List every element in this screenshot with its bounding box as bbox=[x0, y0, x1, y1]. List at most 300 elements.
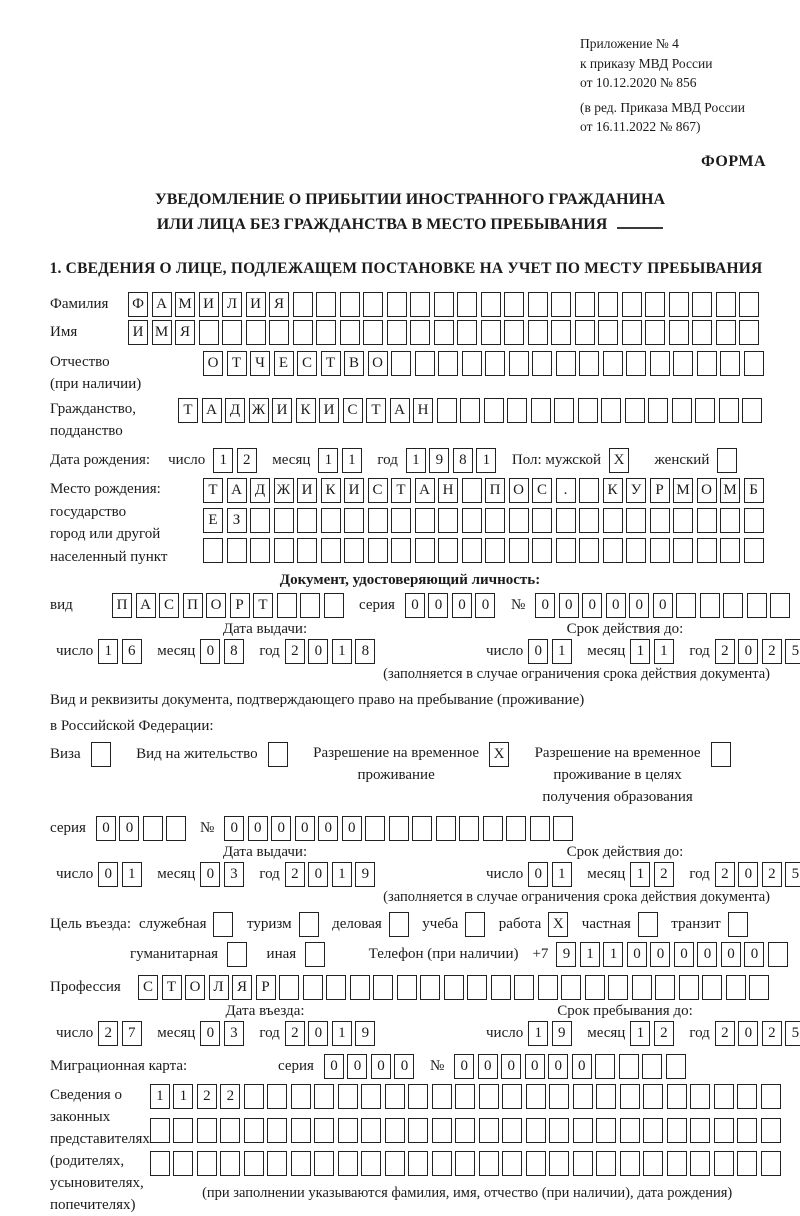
residence-expiry-day-box[interactable]: 0 bbox=[528, 862, 548, 887]
doc-kind-char-box[interactable]: О bbox=[206, 593, 226, 618]
phone-digit-box[interactable]: 0 bbox=[674, 942, 694, 967]
migration-card-number-box[interactable]: 0 bbox=[478, 1054, 498, 1079]
birth-place-char-box[interactable] bbox=[579, 508, 599, 533]
migration-card-number-box[interactable] bbox=[595, 1054, 615, 1079]
residence-number-box[interactable] bbox=[389, 816, 409, 841]
surname-char-box[interactable] bbox=[481, 292, 501, 317]
profession-char-box[interactable] bbox=[420, 975, 440, 1000]
residence-number-box[interactable]: 0 bbox=[342, 816, 362, 841]
given-name-char-box[interactable] bbox=[410, 320, 430, 345]
residence-permit-checkbox[interactable] bbox=[268, 742, 288, 767]
birth-place-char-box[interactable] bbox=[297, 538, 317, 563]
representatives-char-box[interactable] bbox=[361, 1084, 381, 1109]
representatives-char-box[interactable] bbox=[690, 1118, 710, 1143]
phone-digit-box[interactable]: 0 bbox=[721, 942, 741, 967]
representatives-char-box[interactable] bbox=[338, 1151, 358, 1176]
stay-year-box[interactable]: 2 bbox=[762, 1021, 782, 1046]
representatives-char-box[interactable] bbox=[737, 1084, 757, 1109]
surname-char-box[interactable] bbox=[528, 292, 548, 317]
birth-place-char-box[interactable] bbox=[532, 538, 552, 563]
birth-place-char-box[interactable]: З bbox=[227, 508, 247, 533]
identity-issue-year-box[interactable]: 1 bbox=[332, 639, 352, 664]
residence-number-box[interactable] bbox=[553, 816, 573, 841]
profession-char-box[interactable] bbox=[397, 975, 417, 1000]
representatives-char-box[interactable] bbox=[596, 1151, 616, 1176]
birth-place-char-box[interactable] bbox=[744, 508, 764, 533]
residence-number-box[interactable] bbox=[365, 816, 385, 841]
birth-place-char-box[interactable] bbox=[650, 508, 670, 533]
migration-card-number-box[interactable]: 0 bbox=[501, 1054, 521, 1079]
citizenship-char-box[interactable] bbox=[625, 398, 645, 423]
migration-card-number-box[interactable]: 0 bbox=[572, 1054, 592, 1079]
birth-place-char-box[interactable]: О bbox=[697, 478, 717, 503]
birth-place-char-box[interactable] bbox=[391, 508, 411, 533]
birth-place-char-box[interactable] bbox=[626, 538, 646, 563]
representatives-char-box[interactable] bbox=[220, 1151, 240, 1176]
representatives-char-box[interactable] bbox=[314, 1084, 334, 1109]
birth-place-char-box[interactable] bbox=[556, 538, 576, 563]
identity-issue-year-box[interactable]: 0 bbox=[308, 639, 328, 664]
patronymic-char-box[interactable] bbox=[532, 351, 552, 376]
work-checkbox[interactable]: X bbox=[548, 912, 568, 937]
representatives-char-box[interactable] bbox=[667, 1084, 687, 1109]
representatives-char-box[interactable] bbox=[361, 1151, 381, 1176]
patronymic-char-box[interactable]: О bbox=[368, 351, 388, 376]
birth-place-char-box[interactable] bbox=[344, 538, 364, 563]
profession-char-box[interactable] bbox=[373, 975, 393, 1000]
given-name-char-box[interactable] bbox=[293, 320, 313, 345]
profession-char-box[interactable] bbox=[279, 975, 299, 1000]
profession-char-box[interactable] bbox=[632, 975, 652, 1000]
surname-char-box[interactable]: Ф bbox=[128, 292, 148, 317]
representatives-char-box[interactable] bbox=[643, 1118, 663, 1143]
phone-digit-box[interactable]: 1 bbox=[580, 942, 600, 967]
doc-kind-char-box[interactable]: П bbox=[183, 593, 203, 618]
birth-place-char-box[interactable] bbox=[603, 538, 623, 563]
entry-year-box[interactable]: 2 bbox=[285, 1021, 305, 1046]
entry-day-box[interactable]: 7 bbox=[122, 1021, 142, 1046]
representatives-char-box[interactable] bbox=[549, 1151, 569, 1176]
birth-place-char-box[interactable] bbox=[509, 508, 529, 533]
birth-place-char-box[interactable] bbox=[485, 508, 505, 533]
temp-permit-checkbox[interactable]: X bbox=[489, 742, 509, 767]
patronymic-char-box[interactable]: Ч bbox=[250, 351, 270, 376]
representatives-char-box[interactable] bbox=[291, 1151, 311, 1176]
visa-checkbox[interactable] bbox=[91, 742, 111, 767]
birth-place-char-box[interactable] bbox=[744, 538, 764, 563]
residence-number-box[interactable]: 0 bbox=[224, 816, 244, 841]
profession-char-box[interactable] bbox=[655, 975, 675, 1000]
birth-month-box[interactable]: 1 bbox=[318, 448, 338, 473]
official-checkbox[interactable] bbox=[213, 912, 233, 937]
birth-place-char-box[interactable] bbox=[697, 508, 717, 533]
patronymic-char-box[interactable] bbox=[438, 351, 458, 376]
residence-issue-year-box[interactable]: 2 bbox=[285, 862, 305, 887]
citizenship-char-box[interactable] bbox=[437, 398, 457, 423]
stay-day-box[interactable]: 1 bbox=[528, 1021, 548, 1046]
patronymic-char-box[interactable] bbox=[673, 351, 693, 376]
patronymic-char-box[interactable] bbox=[391, 351, 411, 376]
entry-year-box[interactable]: 9 bbox=[355, 1021, 375, 1046]
migration-card-number-box[interactable]: 0 bbox=[454, 1054, 474, 1079]
birth-place-char-box[interactable] bbox=[274, 508, 294, 533]
representatives-char-box[interactable]: 2 bbox=[220, 1084, 240, 1109]
given-name-char-box[interactable] bbox=[222, 320, 242, 345]
surname-char-box[interactable]: Я bbox=[269, 292, 289, 317]
birth-year-box[interactable]: 8 bbox=[453, 448, 473, 473]
birth-place-char-box[interactable] bbox=[250, 508, 270, 533]
citizenship-char-box[interactable] bbox=[601, 398, 621, 423]
profession-char-box[interactable]: О bbox=[185, 975, 205, 1000]
patronymic-char-box[interactable] bbox=[485, 351, 505, 376]
birth-place-char-box[interactable]: И bbox=[297, 478, 317, 503]
patronymic-char-box[interactable] bbox=[556, 351, 576, 376]
transit-checkbox[interactable] bbox=[728, 912, 748, 937]
birth-place-char-box[interactable] bbox=[673, 538, 693, 563]
representatives-char-box[interactable] bbox=[244, 1151, 264, 1176]
residence-series-box[interactable] bbox=[143, 816, 163, 841]
stay-year-box[interactable]: 5 bbox=[785, 1021, 800, 1046]
representatives-char-box[interactable] bbox=[267, 1151, 287, 1176]
given-name-char-box[interactable] bbox=[739, 320, 759, 345]
residence-issue-day-box[interactable]: 1 bbox=[122, 862, 142, 887]
birth-place-char-box[interactable]: С bbox=[368, 478, 388, 503]
representatives-char-box[interactable] bbox=[620, 1118, 640, 1143]
birth-place-char-box[interactable]: С bbox=[532, 478, 552, 503]
representatives-char-box[interactable] bbox=[150, 1118, 170, 1143]
surname-char-box[interactable]: Л bbox=[222, 292, 242, 317]
citizenship-char-box[interactable] bbox=[507, 398, 527, 423]
doc-kind-char-box[interactable] bbox=[277, 593, 297, 618]
identity-expiry-day-box[interactable]: 0 bbox=[528, 639, 548, 664]
citizenship-char-box[interactable] bbox=[695, 398, 715, 423]
given-name-char-box[interactable] bbox=[363, 320, 383, 345]
birth-place-char-box[interactable] bbox=[673, 508, 693, 533]
citizenship-char-box[interactable] bbox=[719, 398, 739, 423]
identity-expiry-month-box[interactable]: 1 bbox=[630, 639, 650, 664]
entry-day-box[interactable]: 2 bbox=[98, 1021, 118, 1046]
representatives-char-box[interactable] bbox=[244, 1118, 264, 1143]
birth-place-char-box[interactable] bbox=[438, 538, 458, 563]
representatives-char-box[interactable] bbox=[761, 1084, 781, 1109]
representatives-char-box[interactable] bbox=[667, 1118, 687, 1143]
representatives-char-box[interactable] bbox=[385, 1151, 405, 1176]
representatives-char-box[interactable] bbox=[596, 1084, 616, 1109]
patronymic-char-box[interactable] bbox=[626, 351, 646, 376]
patronymic-char-box[interactable]: В bbox=[344, 351, 364, 376]
birth-place-char-box[interactable]: Е bbox=[203, 508, 223, 533]
entry-month-box[interactable]: 0 bbox=[200, 1021, 220, 1046]
birth-place-char-box[interactable] bbox=[227, 538, 247, 563]
birth-place-char-box[interactable] bbox=[321, 538, 341, 563]
stay-year-box[interactable]: 2 bbox=[715, 1021, 735, 1046]
citizenship-char-box[interactable]: Д bbox=[225, 398, 245, 423]
birth-place-char-box[interactable] bbox=[626, 508, 646, 533]
birth-place-char-box[interactable]: У bbox=[626, 478, 646, 503]
given-name-char-box[interactable] bbox=[481, 320, 501, 345]
birth-place-char-box[interactable]: И bbox=[344, 478, 364, 503]
representatives-char-box[interactable] bbox=[197, 1118, 217, 1143]
surname-char-box[interactable] bbox=[669, 292, 689, 317]
citizenship-char-box[interactable]: Т bbox=[178, 398, 198, 423]
birth-place-char-box[interactable]: О bbox=[509, 478, 529, 503]
patronymic-char-box[interactable]: Т bbox=[227, 351, 247, 376]
patronymic-char-box[interactable] bbox=[720, 351, 740, 376]
birth-place-char-box[interactable] bbox=[438, 508, 458, 533]
representatives-char-box[interactable] bbox=[573, 1118, 593, 1143]
patronymic-char-box[interactable] bbox=[650, 351, 670, 376]
birth-place-char-box[interactable] bbox=[462, 478, 482, 503]
phone-digit-box[interactable]: 0 bbox=[744, 942, 764, 967]
birth-place-char-box[interactable]: А bbox=[415, 478, 435, 503]
doc-number-box[interactable] bbox=[723, 593, 743, 618]
residence-number-box[interactable]: 0 bbox=[318, 816, 338, 841]
representatives-char-box[interactable] bbox=[667, 1151, 687, 1176]
residence-issue-year-box[interactable]: 0 bbox=[308, 862, 328, 887]
birth-place-char-box[interactable] bbox=[556, 508, 576, 533]
citizenship-char-box[interactable]: Н bbox=[413, 398, 433, 423]
phone-digit-box[interactable]: 1 bbox=[603, 942, 623, 967]
given-name-char-box[interactable] bbox=[457, 320, 477, 345]
citizenship-char-box[interactable]: А bbox=[202, 398, 222, 423]
identity-expiry-month-box[interactable]: 1 bbox=[654, 639, 674, 664]
doc-number-box[interactable] bbox=[747, 593, 767, 618]
birth-place-char-box[interactable]: П bbox=[485, 478, 505, 503]
edu-permit-checkbox[interactable] bbox=[711, 742, 731, 767]
profession-char-box[interactable] bbox=[303, 975, 323, 1000]
profession-char-box[interactable]: С bbox=[138, 975, 158, 1000]
birth-place-char-box[interactable]: К bbox=[321, 478, 341, 503]
profession-char-box[interactable] bbox=[726, 975, 746, 1000]
profession-char-box[interactable] bbox=[702, 975, 722, 1000]
surname-char-box[interactable] bbox=[387, 292, 407, 317]
representatives-char-box[interactable] bbox=[761, 1118, 781, 1143]
birth-place-char-box[interactable]: Р bbox=[650, 478, 670, 503]
patronymic-char-box[interactable] bbox=[603, 351, 623, 376]
representatives-char-box[interactable] bbox=[761, 1151, 781, 1176]
doc-kind-char-box[interactable]: А bbox=[136, 593, 156, 618]
migration-card-series-box[interactable]: 0 bbox=[347, 1054, 367, 1079]
tourism-checkbox[interactable] bbox=[299, 912, 319, 937]
residence-number-box[interactable]: 0 bbox=[295, 816, 315, 841]
representatives-char-box[interactable] bbox=[596, 1118, 616, 1143]
surname-char-box[interactable]: И bbox=[199, 292, 219, 317]
profession-char-box[interactable]: Т bbox=[162, 975, 182, 1000]
surname-char-box[interactable] bbox=[692, 292, 712, 317]
profession-char-box[interactable] bbox=[350, 975, 370, 1000]
citizenship-char-box[interactable] bbox=[531, 398, 551, 423]
profession-char-box[interactable]: Р bbox=[256, 975, 276, 1000]
surname-char-box[interactable] bbox=[575, 292, 595, 317]
birth-place-char-box[interactable]: К bbox=[603, 478, 623, 503]
representatives-char-box[interactable] bbox=[267, 1084, 287, 1109]
citizenship-char-box[interactable]: Ж bbox=[249, 398, 269, 423]
birth-place-char-box[interactable] bbox=[579, 538, 599, 563]
phone-digit-box[interactable]: 0 bbox=[697, 942, 717, 967]
representatives-char-box[interactable] bbox=[361, 1118, 381, 1143]
patronymic-char-box[interactable]: С bbox=[297, 351, 317, 376]
birth-month-box[interactable]: 1 bbox=[342, 448, 362, 473]
residence-expiry-day-box[interactable]: 1 bbox=[552, 862, 572, 887]
representatives-char-box[interactable] bbox=[455, 1118, 475, 1143]
doc-series-box[interactable]: 0 bbox=[475, 593, 495, 618]
citizenship-char-box[interactable] bbox=[484, 398, 504, 423]
surname-char-box[interactable] bbox=[504, 292, 524, 317]
profession-char-box[interactable] bbox=[749, 975, 769, 1000]
residence-expiry-year-box[interactable]: 2 bbox=[762, 862, 782, 887]
birth-day-box[interactable]: 2 bbox=[237, 448, 257, 473]
migration-card-number-box[interactable]: 0 bbox=[548, 1054, 568, 1079]
migration-card-series-box[interactable]: 0 bbox=[371, 1054, 391, 1079]
surname-char-box[interactable] bbox=[316, 292, 336, 317]
patronymic-char-box[interactable] bbox=[697, 351, 717, 376]
doc-number-box[interactable]: 0 bbox=[582, 593, 602, 618]
representatives-char-box[interactable] bbox=[173, 1118, 193, 1143]
given-name-char-box[interactable] bbox=[692, 320, 712, 345]
surname-char-box[interactable] bbox=[739, 292, 759, 317]
representatives-char-box[interactable] bbox=[479, 1118, 499, 1143]
residence-expiry-year-box[interactable]: 0 bbox=[738, 862, 758, 887]
doc-number-box[interactable]: 0 bbox=[629, 593, 649, 618]
identity-issue-day-box[interactable]: 1 bbox=[98, 639, 118, 664]
phone-digit-box[interactable]: 0 bbox=[627, 942, 647, 967]
representatives-char-box[interactable]: 1 bbox=[173, 1084, 193, 1109]
representatives-char-box[interactable] bbox=[643, 1151, 663, 1176]
doc-kind-char-box[interactable]: С bbox=[159, 593, 179, 618]
entry-year-box[interactable]: 1 bbox=[332, 1021, 352, 1046]
representatives-char-box[interactable]: 1 bbox=[150, 1084, 170, 1109]
representatives-char-box[interactable] bbox=[220, 1118, 240, 1143]
representatives-char-box[interactable] bbox=[432, 1084, 452, 1109]
doc-kind-char-box[interactable] bbox=[324, 593, 344, 618]
birth-place-char-box[interactable] bbox=[368, 508, 388, 533]
residence-expiry-month-box[interactable]: 2 bbox=[654, 862, 674, 887]
representatives-char-box[interactable] bbox=[150, 1151, 170, 1176]
birth-place-char-box[interactable] bbox=[462, 538, 482, 563]
representatives-char-box[interactable] bbox=[526, 1118, 546, 1143]
doc-series-box[interactable]: 0 bbox=[405, 593, 425, 618]
surname-char-box[interactable] bbox=[716, 292, 736, 317]
given-name-char-box[interactable] bbox=[387, 320, 407, 345]
patronymic-char-box[interactable] bbox=[462, 351, 482, 376]
surname-char-box[interactable]: А bbox=[152, 292, 172, 317]
given-name-char-box[interactable] bbox=[528, 320, 548, 345]
residence-number-box[interactable] bbox=[506, 816, 526, 841]
citizenship-char-box[interactable]: А bbox=[390, 398, 410, 423]
birth-place-char-box[interactable] bbox=[579, 478, 599, 503]
profession-char-box[interactable] bbox=[538, 975, 558, 1000]
surname-char-box[interactable]: М bbox=[175, 292, 195, 317]
surname-char-box[interactable] bbox=[645, 292, 665, 317]
entry-month-box[interactable]: 3 bbox=[224, 1021, 244, 1046]
birth-place-char-box[interactable] bbox=[532, 508, 552, 533]
surname-char-box[interactable] bbox=[293, 292, 313, 317]
residence-number-box[interactable] bbox=[530, 816, 550, 841]
representatives-char-box[interactable] bbox=[737, 1151, 757, 1176]
birth-place-char-box[interactable] bbox=[650, 538, 670, 563]
birth-place-char-box[interactable] bbox=[415, 538, 435, 563]
migration-card-series-box[interactable]: 0 bbox=[324, 1054, 344, 1079]
representatives-char-box[interactable] bbox=[338, 1084, 358, 1109]
representatives-char-box[interactable] bbox=[291, 1118, 311, 1143]
identity-issue-year-box[interactable]: 8 bbox=[355, 639, 375, 664]
residence-expiry-year-box[interactable]: 2 bbox=[715, 862, 735, 887]
birth-place-char-box[interactable] bbox=[391, 538, 411, 563]
citizenship-char-box[interactable] bbox=[460, 398, 480, 423]
representatives-char-box[interactable] bbox=[408, 1118, 428, 1143]
patronymic-char-box[interactable] bbox=[509, 351, 529, 376]
phone-digit-box[interactable]: 0 bbox=[650, 942, 670, 967]
birth-place-char-box[interactable] bbox=[415, 508, 435, 533]
doc-number-box[interactable] bbox=[700, 593, 720, 618]
birth-place-char-box[interactable]: Д bbox=[250, 478, 270, 503]
citizenship-char-box[interactable]: К bbox=[296, 398, 316, 423]
given-name-char-box[interactable]: Я bbox=[175, 320, 195, 345]
identity-issue-day-box[interactable]: 6 bbox=[122, 639, 142, 664]
birth-place-char-box[interactable]: Ж bbox=[274, 478, 294, 503]
residence-series-box[interactable] bbox=[166, 816, 186, 841]
birth-place-char-box[interactable]: Т bbox=[203, 478, 223, 503]
given-name-char-box[interactable] bbox=[645, 320, 665, 345]
patronymic-char-box[interactable]: Т bbox=[321, 351, 341, 376]
given-name-char-box[interactable] bbox=[246, 320, 266, 345]
stay-month-box[interactable]: 1 bbox=[630, 1021, 650, 1046]
representatives-char-box[interactable] bbox=[737, 1118, 757, 1143]
profession-char-box[interactable] bbox=[444, 975, 464, 1000]
surname-char-box[interactable] bbox=[363, 292, 383, 317]
profession-char-box[interactable]: Я bbox=[232, 975, 252, 1000]
residence-expiry-month-box[interactable]: 1 bbox=[630, 862, 650, 887]
doc-kind-char-box[interactable]: Т bbox=[253, 593, 273, 618]
representatives-char-box[interactable] bbox=[502, 1118, 522, 1143]
migration-card-number-box[interactable] bbox=[666, 1054, 686, 1079]
residence-number-box[interactable] bbox=[483, 816, 503, 841]
representatives-char-box[interactable] bbox=[714, 1084, 734, 1109]
citizenship-char-box[interactable]: С bbox=[343, 398, 363, 423]
doc-kind-char-box[interactable]: П bbox=[112, 593, 132, 618]
residence-issue-month-box[interactable]: 0 bbox=[200, 862, 220, 887]
representatives-char-box[interactable] bbox=[455, 1084, 475, 1109]
identity-issue-year-box[interactable]: 2 bbox=[285, 639, 305, 664]
representatives-char-box[interactable] bbox=[408, 1084, 428, 1109]
residence-number-box[interactable] bbox=[459, 816, 479, 841]
residence-number-box[interactable]: 0 bbox=[248, 816, 268, 841]
surname-char-box[interactable] bbox=[457, 292, 477, 317]
representatives-char-box[interactable] bbox=[455, 1151, 475, 1176]
given-name-char-box[interactable]: М bbox=[152, 320, 172, 345]
representatives-char-box[interactable] bbox=[479, 1151, 499, 1176]
profession-char-box[interactable] bbox=[491, 975, 511, 1000]
stay-month-box[interactable]: 2 bbox=[654, 1021, 674, 1046]
given-name-char-box[interactable] bbox=[575, 320, 595, 345]
citizenship-char-box[interactable]: И bbox=[272, 398, 292, 423]
patronymic-char-box[interactable] bbox=[579, 351, 599, 376]
birth-place-char-box[interactable] bbox=[274, 538, 294, 563]
citizenship-char-box[interactable]: Т bbox=[366, 398, 386, 423]
humanitarian-checkbox[interactable] bbox=[227, 942, 247, 967]
residence-number-box[interactable] bbox=[412, 816, 432, 841]
residence-issue-month-box[interactable]: 3 bbox=[224, 862, 244, 887]
representatives-char-box[interactable] bbox=[173, 1151, 193, 1176]
representatives-char-box[interactable] bbox=[385, 1084, 405, 1109]
birth-place-char-box[interactable] bbox=[485, 538, 505, 563]
birth-place-char-box[interactable]: М bbox=[673, 478, 693, 503]
birth-place-char-box[interactable]: М bbox=[720, 478, 740, 503]
residence-number-box[interactable] bbox=[436, 816, 456, 841]
doc-kind-char-box[interactable]: Р bbox=[230, 593, 250, 618]
migration-card-number-box[interactable] bbox=[619, 1054, 639, 1079]
profession-char-box[interactable] bbox=[561, 975, 581, 1000]
